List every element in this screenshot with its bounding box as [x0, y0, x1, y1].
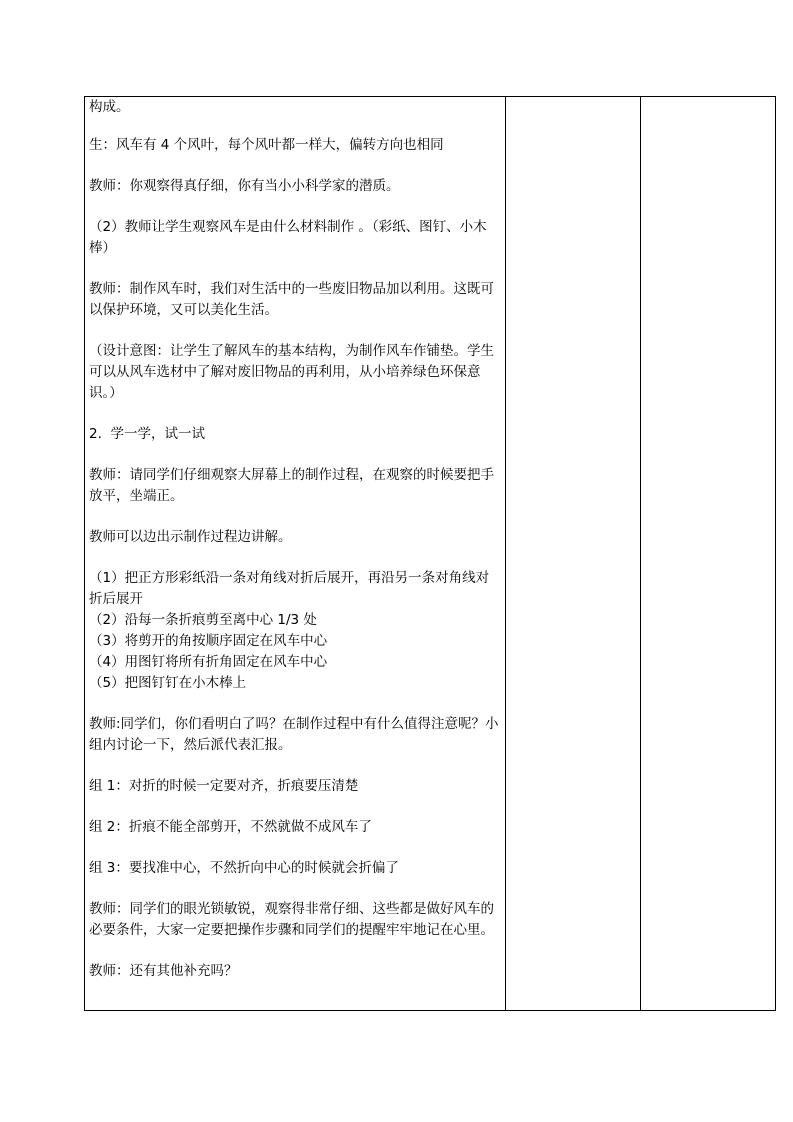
group-1-report: 组 1：对折的时候一定要对齐，折痕要压清楚 [89, 778, 359, 794]
paragraph-teacher-summary: 教师：同学们的眼光锁敏锐，观察得非常仔细、这些都是做好风车的必要条件，大家一定要把操作步骤和同学们的提醒牢牢地记在心里。 [89, 901, 494, 938]
section-heading: 2. 学一学，试一试 [89, 426, 205, 442]
teaching-process-cell [89, 97, 501, 982]
lesson-plan-table [84, 96, 776, 1011]
paragraph-student-answer: 生：风车有 4 个风叶，每个风叶都一样大，偏转方向也相同 [89, 137, 444, 153]
step-item: （4）用图钉将所有折角固定在风车中心 [89, 654, 328, 670]
paragraph-discussion-prompt: 教师:同学们，你们看明白了吗？在制作过程中有什么值得注意呢？小组内讨论一下，然后派代表汇报。 [89, 716, 499, 753]
step-item: （2）沿每一条折痕剪至离中心 1/3 处 [89, 612, 317, 628]
step-item: （1）把正方形彩纸沿一条对角线对折后展开，再沿另一条对角线对折后展开 [89, 570, 490, 607]
step-item: （5）把图钉钉在小木棒上 [89, 675, 247, 691]
paragraph-reuse: 教师：制作风车时，我们对生活中的一些废旧物品加以利用。这既可以保护环境，又可以美化生活。 [89, 281, 494, 318]
paragraph-teacher-question: 教师：还有其他补充吗？ [89, 963, 238, 979]
steps-list [89, 568, 501, 694]
paragraph-explain: 教师可以边出示制作过程边讲解。 [89, 529, 292, 545]
column-divider-2 [640, 97, 641, 1010]
paragraph-teacher-praise: 教师：你观察得真仔细，你有当小小科学家的潜质。 [89, 178, 400, 194]
paragraph-design-intent: （设计意图：让学生了解风车的基本结构，为制作风车作铺垫。学生可以从风车选材中了解对废旧物品的再利用，从小培养绿色环保意识。） [89, 343, 494, 401]
group-2-report: 组 2：折痕不能全部剪开，不然就做不成风车了 [89, 819, 372, 835]
step-item: （3）将剪开的角按顺序固定在风车中心 [89, 633, 328, 649]
paragraph-materials: （2）教师让学生观察风车是由什么材料制作 。（彩纸、图钉、小木棒） [89, 219, 487, 256]
paragraph-observe: 教师：请同学们仔细观察大屏幕上的制作过程，在观察的时候要把手放平，坐端正。 [89, 467, 494, 504]
paragraph-fragment: 构成。 [89, 99, 130, 115]
group-3-report: 组 3：要找准中心，不然折向中心的时候就会折偏了 [89, 860, 399, 876]
column-divider-1 [505, 97, 506, 1010]
